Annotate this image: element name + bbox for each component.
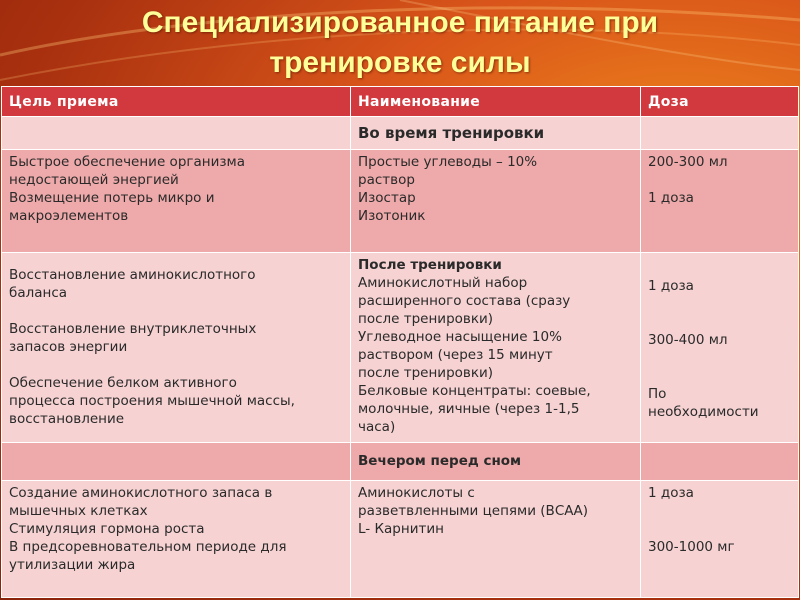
cell-text: расширенного состава (сразу	[358, 292, 571, 309]
section-cell-empty	[2, 443, 351, 480]
goal-cell	[2, 480, 351, 598]
dose-cell	[641, 480, 799, 598]
spacer	[648, 259, 791, 277]
spacer	[648, 171, 791, 189]
spacer	[648, 349, 791, 367]
section-cell-empty	[641, 117, 799, 150]
name-cell	[351, 252, 641, 443]
cell-text: баланса	[9, 285, 68, 302]
nutrition-table	[1, 86, 799, 598]
slide-title	[0, 0, 800, 86]
slide-title-line-2: тренировке силы	[269, 46, 531, 79]
cell-text: Возмещение потерь микро и	[9, 190, 215, 207]
cell-text: Аминокислоты с	[358, 484, 475, 501]
cell-text: Изотоник	[358, 208, 426, 225]
cell-text: запасов энергии	[9, 339, 128, 356]
slide-title-line-1: Специализированное питание при	[141, 6, 659, 39]
cell-text: утилизации жира	[9, 556, 136, 573]
cell-text: молочные, яичные (через 1-1,5	[358, 400, 580, 417]
cell-text: 300-400 мл	[648, 331, 728, 348]
section-cell-empty	[641, 443, 799, 480]
cell-text: Изостар	[358, 190, 416, 207]
cell-text: Аминокислотный набор	[358, 274, 528, 291]
goal-cell	[2, 252, 351, 443]
cell-text: мышечных клетках	[9, 502, 148, 519]
cell-text: Углеводное насыщение 10%	[358, 328, 562, 345]
spacer	[648, 313, 791, 331]
cell-text: По	[648, 385, 667, 402]
cell-text: 1 доза	[648, 277, 694, 294]
dose-cell	[641, 150, 799, 252]
cell-text: Обеспечение белком активного	[9, 375, 237, 392]
cell-text: необходимости	[648, 403, 759, 420]
cell-text: Белковые концентраты: соевые,	[358, 382, 591, 399]
cell-text: Создание аминокислотного запаса в	[9, 484, 273, 501]
cell-text: разветвленными цепями (ВСАА)	[358, 502, 588, 519]
cell-text: раствором (через 15 минут	[358, 346, 553, 363]
cell-text: часа)	[358, 418, 396, 435]
cell-text: процесса построения мышечной массы,	[9, 393, 295, 410]
cell-text: Восстановление аминокислотного	[9, 267, 256, 284]
spacer	[9, 356, 343, 374]
column-header-name: Наименование	[351, 87, 641, 117]
dose-cell	[641, 252, 799, 443]
section-label-during: Во время тренировки	[351, 117, 641, 150]
spacer	[648, 295, 791, 313]
spacer	[648, 502, 791, 520]
cell-text: 1 доза	[648, 190, 694, 207]
cell-text: 300-1000 мг	[648, 538, 735, 555]
cell-text: Стимуляция гормона роста	[9, 520, 205, 537]
cell-text: восстановление	[9, 411, 125, 428]
column-header-goal: Цель приема	[2, 87, 351, 117]
spacer	[9, 302, 343, 320]
cell-text: 200-300 мл	[648, 154, 728, 171]
cell-text: после тренировки)	[358, 364, 494, 381]
section-cell-empty	[2, 117, 351, 150]
cell-text: макроэлементов	[9, 208, 129, 225]
section-label-evening: Вечером перед сном	[351, 443, 641, 480]
cell-text: L- Карнитин	[358, 520, 444, 537]
cell-text: после тренировки)	[358, 310, 494, 327]
column-header-dose: Доза	[641, 87, 799, 117]
section-row-during	[2, 117, 799, 150]
section-row-evening	[2, 443, 799, 480]
spacer	[648, 520, 791, 538]
cell-text: Простые углеводы – 10%	[358, 154, 538, 171]
cell-text: раствор	[358, 172, 415, 189]
table-row	[2, 252, 799, 443]
spacer	[648, 367, 791, 385]
cell-text: Восстановление внутриклеточных	[9, 321, 257, 338]
cell-text: 1 доза	[648, 484, 694, 501]
goal-cell	[2, 150, 351, 252]
cell-text: Быстрое обеспечение организма	[9, 154, 245, 171]
name-subheading-after: После тренировки	[358, 256, 502, 273]
cell-text: недостающей энергией	[9, 172, 179, 189]
name-cell	[351, 480, 641, 598]
name-cell	[351, 150, 641, 252]
table-row	[2, 480, 799, 598]
table-row	[2, 150, 799, 252]
table-header-row	[2, 87, 799, 117]
cell-text: В предсоревновательном периоде для	[9, 538, 287, 555]
